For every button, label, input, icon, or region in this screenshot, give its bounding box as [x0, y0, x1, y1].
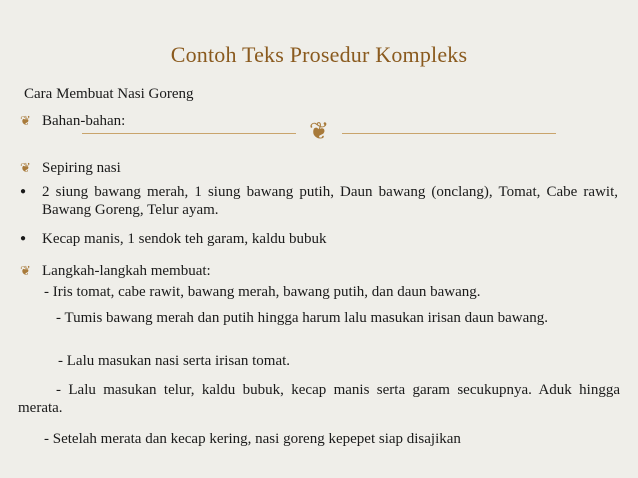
bahan-item-2: [20, 230, 327, 248]
step-4: - Lalu masukan telur, kaldu bubuk, kecap manis serta garam secukupnya. Aduk hingga merata.: [18, 382, 620, 416]
dot-bullet-icon: ●: [20, 233, 27, 244]
slide-title: Contoh Teks Prosedur Kompleks: [170, 42, 468, 67]
fleuron-bullet-icon: ❦: [20, 263, 31, 278]
dot-bullet-icon: ●: [20, 186, 27, 197]
bahan-item-1: [20, 183, 620, 219]
step-1: - Iris tomat, cabe rawit, bawang merah, bawang putih, dan daun bawang.: [44, 284, 481, 300]
langkah-heading: Langkah-langkah membuat:: [42, 263, 211, 279]
recipe-subtitle: Cara Membuat Nasi Goreng: [24, 86, 194, 102]
bahan-heading: Bahan-bahan:: [42, 113, 126, 129]
fleuron-ornament-icon: ❦: [308, 119, 330, 145]
fleuron-bullet-icon: ❦: [20, 113, 31, 128]
divider-left: [82, 133, 296, 134]
fleuron-bullet-icon: ❦: [20, 160, 31, 175]
step-3: - Lalu masukan nasi serta irisan tomat.: [58, 353, 291, 369]
sepiring-text: Sepiring nasi: [42, 160, 121, 176]
bahan-item-2-text: Kecap manis, 1 sendok teh garam, kaldu bubuk: [42, 231, 327, 247]
sepiring-row: [20, 159, 121, 177]
bahan-heading-row: [20, 112, 125, 130]
bahan-item-1-text: 2 siung bawang merah, 1 siung bawang putih, Daun bawang (onclang), Tomat, Cabe rawit, Bawang Goreng, Telur ayam.: [42, 184, 618, 218]
langkah-heading-row: [20, 262, 211, 280]
step-5: - Setelah merata dan kecap kering, nasi goreng kepepet siap disajikan: [44, 431, 461, 447]
step-2: - Tumis bawang merah dan putih hingga harum lalu masukan irisan daun bawang.: [56, 310, 548, 326]
divider-right: [342, 133, 556, 134]
